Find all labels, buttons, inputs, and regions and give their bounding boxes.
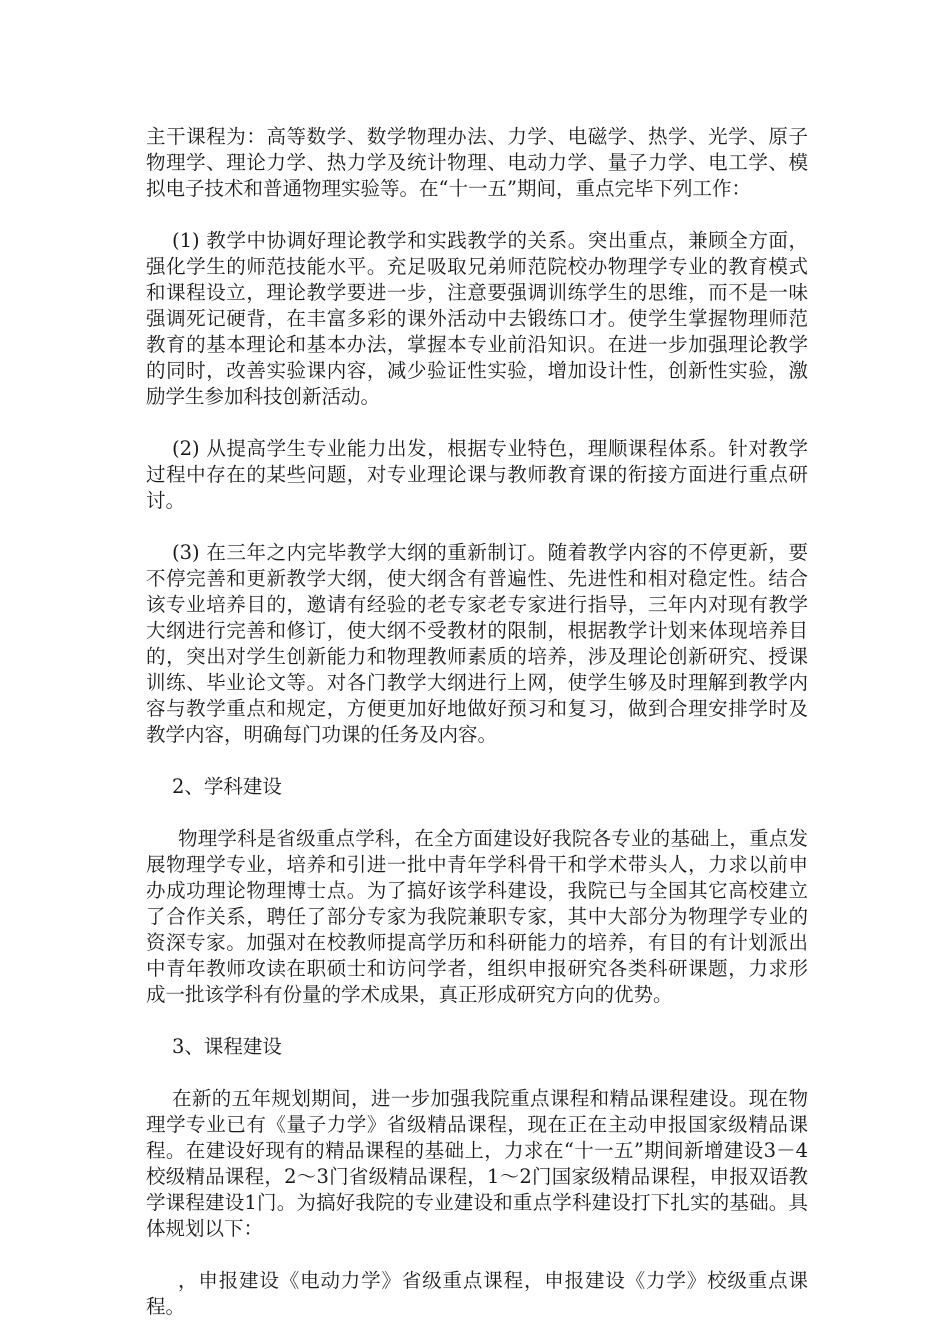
course-paragraph: 在新的五年规划期间，进一步加强我院重点课程和精品课程建设。现在物理学专业已有《量子力学》省级精品课程，现在正在主动申报国家级精品课程。在建设好现有的精品课程的基础上，力求在“十一五”期间新增建设3－4校级精品课程，2～3门省级精品课程，1～2门国家级精品课程，申报双语教学课程建设1门。为搞好我院的专业建设和重点学科建设打下扎实的基础。具体规划以下： xyxy=(146,1087,808,1240)
item-2-paragraph: (2) 从提高学生专业能力出发，根据专业特色，理顺课程体系。针对教学过程中存在的某些问题，对专业理论课与教师教育课的衔接方面进行重点研讨。 xyxy=(146,437,808,512)
course-heading: 3、课程建设 xyxy=(172,1035,282,1058)
discipline-paragraph: 物理学科是省级重点学科，在全方面建设好我院各专业的基础上，重点发展物理学专业，培养和引进一批中青年学科骨干和学术带头人，力求以前申办成功理论物理博士点。为了搞好该学科建设，我院已与全国其它高校建立了合作关系，聘任了部分专家为我院兼职专家，其中大部分为物理学专业的资深专家。加强对在校教师提高学历和科研能力的培养，有目的有计划派出中青年教师攻读在职硕士和访问学者，组织申报研究各类科研课题，力求形成一批该学科有份量的学术成果，真正形成研究方向的优势。 xyxy=(146,827,808,1006)
discipline-heading: 2、学科建设 xyxy=(172,775,282,798)
last-line-paragraph: ，申报建设《电动力学》省级重点课程，申报建设《力学》校级重点课程。 xyxy=(146,1269,808,1318)
document-page xyxy=(146,124,808,1320)
item-3-paragraph: (3) 在三年之内完毕教学大纲的重新制订。随着教学内容的不停更新，要不停完善和更新教学大纲，使大纲含有普遍性、先进性和相对稳定性。结合该专业培养目的，邀请有经验的老专家老专家进行指导，三年内对现有教学大纲进行完善和修订，使大纲不受教材的限制，根据教学计划来体现培养目的，突出对学生创新能力和物理教师素质的培养，涉及理论创新研究、授课训练、毕业论文等。对各门教学大纲进行上网，使学生够及时理解到教学内容与教学重点和规定，方便更加好地做好预习和复习，做到合理安排学时及教学内容，明确每门功课的任务及内容。 xyxy=(146,541,808,746)
item-1-paragraph: (1) 教学中协调好理论教学和实践教学的关系。突出重点，兼顾全方面，强化学生的师范技能水平。充足吸取兄弟师范院校办物理学专业的教育模式和课程设立，理论教学要进一步，注意要强调训练学生的思维，而不是一味强调死记硬背，在丰富多彩的课外活动中去锻练口才。使学生掌握物理师范教育的基本理论和基本办法，掌握本专业前沿知识。在进一步加强理论教学的同时，改善实验课内容，减少验证性实验，增加设计性，创新性实验，激励学生参加科技创新活动。 xyxy=(146,229,808,408)
intro-paragraph: 主干课程为：高等数学、数学物理办法、力学、电磁学、热学、光学、原子物理学、理论力学、热力学及统计物理、电动力学、量子力学、电工学、模拟电子技术和普通物理实验等。在“十一五”期间，重点完毕下列工作： xyxy=(146,125,808,200)
